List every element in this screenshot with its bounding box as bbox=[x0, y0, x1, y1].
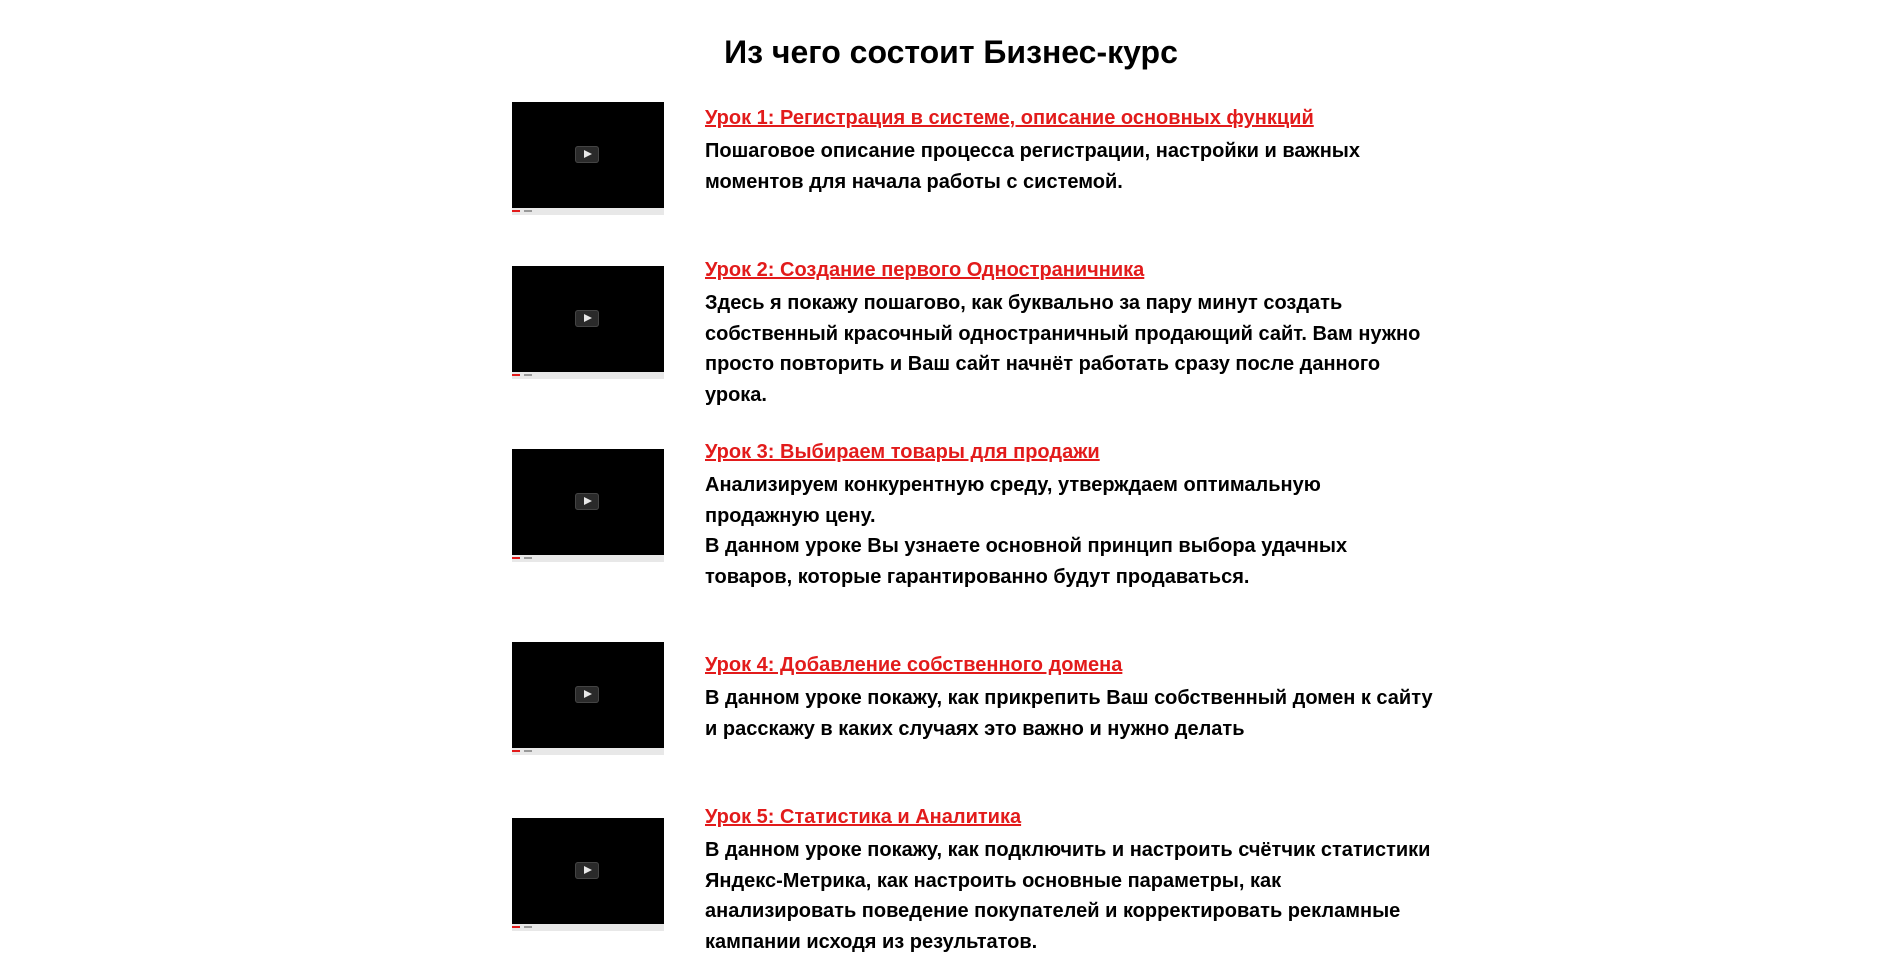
lesson-text-3 bbox=[705, 440, 1435, 592]
lesson-text-1 bbox=[705, 106, 1435, 197]
lesson-title-link-2[interactable]: Урок 2: Создание первого Одностраничника bbox=[705, 259, 1145, 281]
progress-fill bbox=[512, 374, 520, 376]
progress-fill bbox=[512, 557, 520, 559]
play-icon[interactable] bbox=[575, 146, 599, 163]
lesson-text-2 bbox=[705, 258, 1435, 410]
time-indicator bbox=[524, 926, 532, 928]
video-player-5[interactable] bbox=[512, 818, 664, 931]
video-progress-bar[interactable] bbox=[512, 372, 664, 379]
lesson-description-1: Пошаговое описание процесса регистрации, настройки и важных моментов для начала работы с системой. bbox=[705, 140, 1360, 193]
play-icon[interactable] bbox=[575, 310, 599, 327]
time-indicator bbox=[524, 210, 532, 212]
video-player-2[interactable] bbox=[512, 266, 664, 379]
video-player-4[interactable] bbox=[512, 642, 664, 755]
play-icon[interactable] bbox=[575, 862, 599, 879]
progress-fill bbox=[512, 926, 520, 928]
lesson-description-5: В данном уроке покажу, как подключить и настроить счётчик статистики Яндекс-Метрика, как настроить основные параметры, как анализировать поведение покупателей и корректировать рекламные кампании исходя из результатов. bbox=[705, 839, 1431, 953]
lesson-description-4: В данном уроке покажу, как прикрепить Ваш собственный домен к сайту и расскажу в каких случаях это важно и нужно делать bbox=[705, 687, 1433, 740]
video-player-1[interactable] bbox=[512, 102, 664, 215]
lesson-title-link-5[interactable]: Урок 5: Статистика и Аналитика bbox=[705, 806, 1022, 828]
progress-fill bbox=[512, 210, 520, 212]
lesson-text-5 bbox=[705, 805, 1435, 957]
time-indicator bbox=[524, 557, 532, 559]
page-title: Из чего состоит Бизнес-курс bbox=[724, 34, 1178, 70]
video-player-3[interactable] bbox=[512, 449, 664, 562]
progress-fill bbox=[512, 750, 520, 752]
video-progress-bar[interactable] bbox=[512, 555, 664, 562]
video-progress-bar[interactable] bbox=[512, 208, 664, 215]
lesson-description-2: Здесь я покажу пошагово, как буквально за пару минут создать собственный красочный одностраничный продающий сайт. Вам нужно просто повторить и Ваш сайт начнёт работать сразу после данного урока. bbox=[705, 292, 1421, 406]
time-indicator bbox=[524, 374, 532, 376]
lesson-text-4 bbox=[705, 653, 1435, 744]
play-icon[interactable] bbox=[575, 686, 599, 703]
lesson-description-3b: В данном уроке Вы узнаете основной принцип выбора удачных товаров, которые гарантированно будут продаваться. bbox=[705, 535, 1348, 588]
lesson-description-3: Анализируем конкурентную среду, утверждаем оптимальную продажную цену. bbox=[705, 474, 1321, 527]
lesson-title-link-4[interactable]: Урок 4: Добавление собственного домена bbox=[705, 654, 1123, 676]
video-progress-bar[interactable] bbox=[512, 924, 664, 931]
video-progress-bar[interactable] bbox=[512, 748, 664, 755]
play-icon[interactable] bbox=[575, 493, 599, 510]
lesson-title-link-1[interactable]: Урок 1: Регистрация в системе, описание основных функций bbox=[705, 107, 1314, 129]
time-indicator bbox=[524, 750, 532, 752]
lesson-title-link-3[interactable]: Урок 3: Выбираем товары для продажи bbox=[705, 441, 1100, 463]
